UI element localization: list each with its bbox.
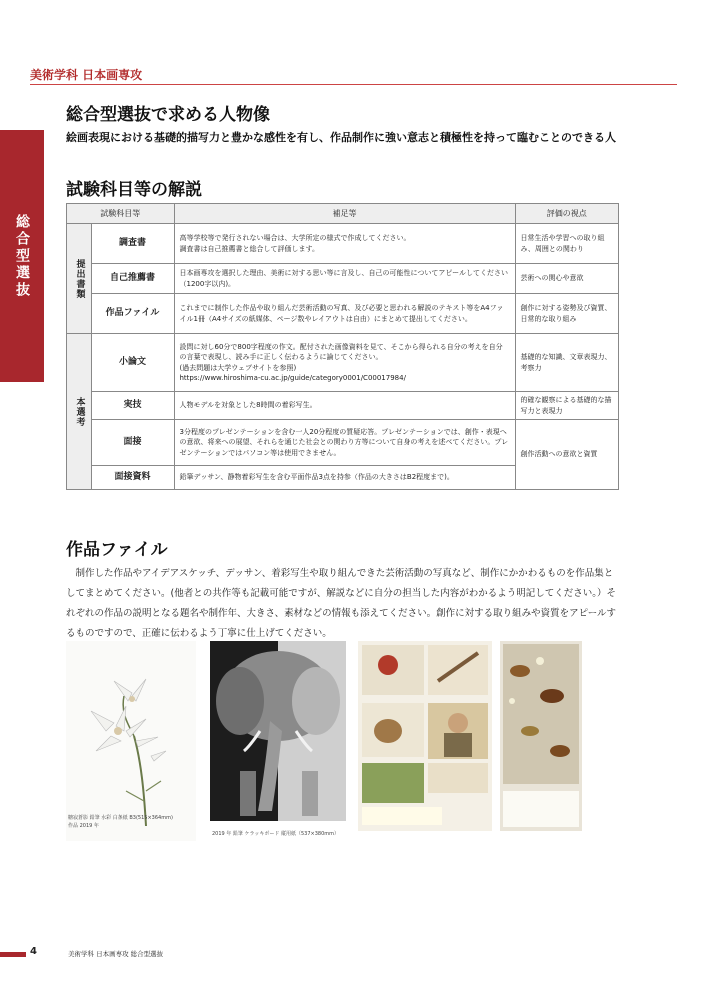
image-caption: 糖寂蒼影 鉛筆 水彩 白条紙 B3(515×364mm): [68, 815, 173, 821]
note-cell: これまでに制作した作品や取り組んだ芸術活動の写真、及び必要と思われる解説のテキスト等をA4ファイル1冊（A4サイズの紙媒体、ページ数やレイアウトは自由）にまとめて提出してください。: [174, 294, 515, 334]
table-row: [67, 264, 619, 294]
table-row: [67, 420, 619, 466]
note-cell: 人物モデルを対象とした8時間の着彩写生。: [174, 392, 515, 420]
heading-exam-subjects: 試験科目等の解説: [66, 180, 202, 200]
side-tab: 総合型選抜: [0, 130, 44, 382]
note-cell: 3分程度のプレゼンテーションを含む一人20分程度の質疑応答。プレゼンテーションでは、創作・表現への意欲、将来への展望、それらを通じた社会との関わり方等について自身の考えを述べてください。プレゼンテーションではパソコン等は使用できません。: [174, 420, 515, 466]
portfolio-text: 制作した作品やアイデアスケッチ、デッサン、着彩写生や取り組んできた芸術活動の写真など、制作にかかわるものを作品集としてまとめてください。(他者との共作等も記載可能ですが、解説などに自分の担当した内容がわかるよう明記してください。）それぞれの作品の説明となる題名や制作年、大きさ、素材などの情報も添えてください。創作に対する取り組みや資質をアピールするものですので、正確に伝わるよう丁寧に仕上げてください。: [66, 568, 617, 639]
eval-cell: 創作活動への意欲と資質: [515, 420, 619, 490]
ideal-student-text: 絵画表現における基礎的描写力と豊かな感性を有し、作品制作に強い意志と積極性を持って臨むことのできる人: [66, 131, 616, 144]
table-header: 試験科目等: [67, 204, 175, 224]
eval-cell: 芸術への関心や意欲: [515, 264, 619, 294]
table-header: 評価の視点: [515, 204, 619, 224]
note-cell: 日本画専攻を選択した理由、美術に対する思い等に言及し、自己の可能性についてアピールしてください（1200字以内)。: [174, 264, 515, 294]
subject-cell: 作品ファイル: [91, 294, 174, 334]
subject-cell: 面接資料: [91, 466, 174, 490]
subject-cell: 面接: [91, 420, 174, 466]
exam-table: [66, 203, 619, 490]
subject-cell: 小論文: [91, 334, 174, 392]
elephant-drawing-image: [210, 641, 346, 821]
group-label: 提出書類: [67, 224, 92, 334]
note-cell: 鉛筆デッサン、静物着彩写生を含む平面作品3点を持参（作品の大きさはB2程度まで)。: [174, 466, 515, 490]
eval-cell: 創作に対する姿勢及び資質、日常的な取り組み: [515, 294, 619, 334]
portfolio-page-botanical-image: [500, 641, 582, 831]
eval-cell: 的確な観察による基礎的な描写力と表現力: [515, 392, 619, 420]
subject-cell: 自己推薦書: [91, 264, 174, 294]
eval-cell: 基礎的な知識、文章表現力、考察力: [515, 334, 619, 392]
portfolio-page-still-life-image: [358, 641, 492, 831]
heading-ideal-student: 総合型選抜で求める人物像: [66, 105, 270, 125]
lily-painting-image: [66, 641, 196, 841]
table-row: [67, 294, 619, 334]
footer-text: 美術学科 日本画専攻 総合型選抜: [68, 950, 164, 958]
note-cell: 設問に対し60分で800字程度の作文。配付された画像資料を見て、そこから得られる自分の考えを自分の言葉で表現し、読み手に正しく伝わるように論じてください。 (過去問題は大学ウェブサイトを参照) https://www.hiroshima-cu.ac.jp/guide/category0001/C00017984/: [174, 334, 515, 392]
heading-portfolio: 作品ファイル: [66, 540, 168, 560]
table-row: [67, 392, 619, 420]
table-header-row: [67, 204, 619, 224]
footer-bar: [0, 952, 26, 957]
table-row: [67, 334, 619, 392]
header-divider: [30, 84, 677, 85]
image-caption: 作品 2019 年: [68, 823, 99, 829]
group-label: 本選考: [67, 334, 92, 490]
note-cell: 高等学校等で発行されない場合は、大学所定の様式で作成してください。 調査書は自己推薦書と総合して評価します。: [174, 224, 515, 264]
section-header: 美術学科 日本画専攻: [30, 68, 143, 82]
page-number: 4: [30, 946, 37, 957]
table-header: 補足等: [174, 204, 515, 224]
table-row: [67, 224, 619, 264]
subject-cell: 実技: [91, 392, 174, 420]
subject-cell: 調査書: [91, 224, 174, 264]
eval-cell: 日常生活や学習への取り組み、周囲との関わり: [515, 224, 619, 264]
image-caption: 2019 年 鉛筆 ケラッキボード 縦用紙（537×380mm）: [212, 831, 340, 837]
